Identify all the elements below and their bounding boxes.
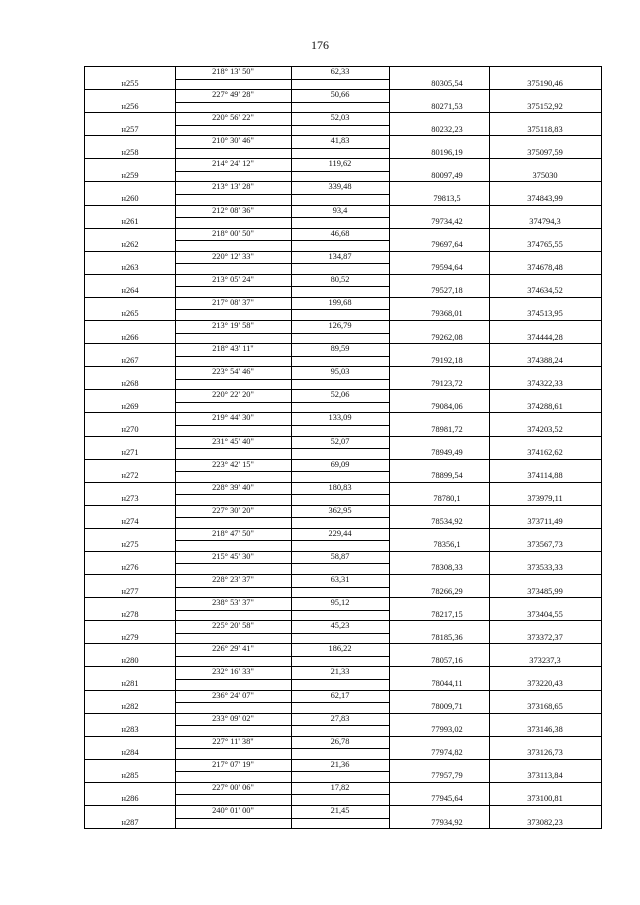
angle-cell: 227° 49' 28"	[212, 90, 254, 100]
table-row	[85, 67, 601, 90]
y-coordinate-cell: 374203,52	[527, 424, 563, 434]
point-cell: н274	[121, 517, 139, 527]
y-coordinate-cell: 374678,48	[527, 263, 563, 273]
x-coordinate-value: 78780,1	[433, 494, 461, 504]
distance-cell: 69,09	[330, 459, 350, 469]
y-coordinate-cell: 373082,23	[527, 817, 563, 827]
angle-cell: 238° 53' 37"	[212, 598, 254, 608]
x-coordinate-value: 77957,79	[431, 771, 463, 781]
angle-cell: 233° 09' 02"	[212, 713, 254, 723]
x-coordinate-value: 78217,15	[431, 609, 463, 619]
x-coordinate-cell	[389, 656, 489, 665]
y-coordinate-cell: 373711,49	[527, 517, 563, 527]
angle-cell: 227° 00' 06"	[212, 782, 254, 792]
table-row	[85, 760, 601, 783]
point-cell: н279	[121, 632, 139, 642]
y-coordinate-cell: 373168,65	[527, 702, 563, 712]
row-divider	[175, 194, 389, 195]
point-cell: н257	[121, 124, 139, 134]
point-cell: н261	[121, 217, 139, 227]
distance-cell: 180,83	[328, 482, 352, 492]
x-coordinate-cell	[389, 471, 489, 480]
x-coordinate-cell	[389, 125, 489, 134]
y-coordinate-cell: 374114,88	[527, 471, 563, 481]
point-cell: н270	[121, 424, 139, 434]
angle-cell: 236° 24' 07"	[212, 690, 254, 700]
table-row	[85, 691, 601, 714]
table-row	[85, 206, 601, 229]
y-coordinate-cell: 374388,24	[527, 355, 563, 365]
x-coordinate-value: 78534,92	[431, 517, 463, 527]
angle-cell: 228° 39' 40"	[212, 482, 254, 492]
row-divider	[175, 286, 389, 287]
x-coordinate-value: 79594,64	[431, 263, 463, 273]
row-divider	[175, 725, 389, 726]
x-coordinate-value: 78308,33	[431, 563, 463, 573]
x-coordinate-cell	[389, 448, 489, 457]
x-coordinate-cell	[389, 517, 489, 526]
x-coordinate-value: 80097,49	[431, 170, 463, 180]
row-divider	[175, 79, 389, 80]
row-divider	[175, 748, 389, 749]
x-coordinate-cell	[389, 102, 489, 111]
distance-cell: 339,48	[328, 182, 352, 192]
angle-cell: 223° 42' 15"	[212, 459, 254, 469]
angle-cell: 215° 45' 30"	[212, 551, 254, 561]
y-coordinate-cell: 373237,3	[529, 655, 561, 665]
x-coordinate-value: 80305,54	[431, 78, 463, 88]
x-coordinate-cell	[389, 748, 489, 757]
y-coordinate-cell: 374634,52	[527, 286, 563, 296]
page-number: 176	[311, 38, 329, 52]
y-coordinate-cell: 373146,38	[527, 725, 563, 735]
distance-cell: 63,31	[330, 575, 350, 585]
point-cell: н272	[121, 471, 139, 481]
row-divider	[175, 610, 389, 611]
y-coordinate-cell: 373126,73	[527, 748, 563, 758]
distance-cell: 58,87	[330, 551, 350, 561]
y-coordinate-cell: 373113,84	[527, 771, 563, 781]
point-cell: н263	[121, 263, 139, 273]
y-coordinate-cell: 373485,99	[527, 586, 563, 596]
angle-cell: 218° 13' 50"	[212, 67, 254, 76]
row-divider	[175, 356, 389, 357]
angle-cell: 210° 30' 46"	[212, 136, 254, 146]
x-coordinate-value: 77974,82	[431, 748, 463, 758]
table-row	[85, 113, 601, 136]
angle-cell: 220° 22' 20"	[212, 390, 254, 400]
distance-cell: 52,03	[330, 113, 350, 123]
distance-cell: 17,82	[330, 782, 350, 792]
table-row	[85, 252, 601, 275]
y-coordinate-cell: 373533,33	[527, 563, 563, 573]
x-coordinate-value: 79123,72	[431, 378, 463, 388]
row-divider	[175, 471, 389, 472]
x-coordinate-cell	[389, 818, 489, 827]
angle-cell: 228° 23' 37"	[212, 575, 254, 585]
table-row	[85, 529, 601, 552]
distance-cell: 95,03	[330, 367, 350, 377]
angle-cell: 218° 00' 50"	[212, 228, 254, 238]
table-row	[85, 667, 601, 690]
point-cell: н255	[121, 78, 139, 88]
point-cell: н285	[121, 771, 139, 781]
angle-cell: 225° 20' 58"	[212, 621, 254, 631]
table-row	[85, 344, 601, 367]
y-coordinate-cell: 374322,33	[527, 378, 563, 388]
angle-cell: 220° 56' 22"	[212, 113, 254, 123]
point-cell: н273	[121, 494, 139, 504]
distance-cell: 186,22	[328, 644, 352, 654]
y-coordinate-cell: 374765,55	[527, 240, 563, 250]
x-coordinate-value: 79527,18	[431, 286, 463, 296]
row-divider	[175, 563, 389, 564]
y-coordinate-cell: 374162,62	[527, 448, 563, 457]
x-coordinate-value: 77945,64	[431, 794, 463, 804]
angle-cell: 218° 47' 50"	[212, 528, 254, 538]
table-row	[85, 737, 601, 760]
x-coordinate-cell	[389, 194, 489, 203]
y-coordinate-cell: 373979,11	[527, 494, 563, 504]
y-coordinate-cell: 373404,55	[527, 609, 563, 619]
x-coordinate-cell	[389, 425, 489, 434]
table-row	[85, 298, 601, 321]
point-cell: н277	[121, 586, 139, 596]
distance-cell: 89,59	[330, 344, 350, 354]
row-divider	[175, 171, 389, 172]
point-cell: н265	[121, 309, 139, 319]
x-coordinate-cell	[389, 171, 489, 180]
x-coordinate-cell	[389, 217, 489, 226]
row-divider	[175, 263, 389, 264]
row-divider	[175, 125, 389, 126]
distance-cell: 362,95	[328, 505, 352, 515]
x-coordinate-cell	[389, 494, 489, 503]
distance-cell: 26,78	[330, 736, 350, 746]
point-cell: н262	[121, 240, 139, 250]
point-cell: н258	[121, 147, 139, 157]
point-cell: н259	[121, 170, 139, 180]
table-row	[85, 460, 601, 483]
distance-cell: 27,83	[330, 713, 350, 723]
angle-cell: 213° 05' 24"	[212, 274, 254, 284]
y-coordinate-cell: 375030	[532, 170, 558, 180]
y-coordinate-cell: 373372,37	[527, 632, 563, 642]
row-divider	[175, 633, 389, 634]
angle-cell: 218° 43' 11"	[212, 344, 254, 354]
angle-cell: 227° 11' 38"	[212, 736, 254, 746]
table-row	[85, 182, 601, 205]
x-coordinate-value: 80232,23	[431, 124, 463, 134]
row-divider	[175, 679, 389, 680]
distance-cell: 21,33	[330, 667, 350, 677]
distance-cell: 21,45	[330, 806, 350, 815]
row-divider	[175, 794, 389, 795]
x-coordinate-value: 78899,54	[431, 471, 463, 481]
row-divider	[175, 587, 389, 588]
table-row	[85, 506, 601, 529]
distance-cell: 126,79	[328, 321, 352, 331]
x-coordinate-value: 80271,53	[431, 101, 463, 111]
x-coordinate-cell	[389, 356, 489, 365]
x-coordinate-cell	[389, 725, 489, 734]
point-cell: н269	[121, 401, 139, 411]
distance-cell: 134,87	[328, 251, 352, 261]
x-coordinate-cell	[389, 587, 489, 596]
row-divider	[175, 656, 389, 657]
table-row	[85, 598, 601, 621]
table-row	[85, 275, 601, 298]
y-coordinate-cell: 373567,73	[527, 540, 563, 550]
distance-cell: 80,52	[330, 274, 350, 284]
x-coordinate-cell	[389, 148, 489, 157]
x-coordinate-value: 77934,92	[431, 817, 463, 827]
table-row	[85, 483, 601, 506]
x-coordinate-value: 79697,64	[431, 240, 463, 250]
table-row	[85, 367, 601, 390]
row-divider	[175, 771, 389, 772]
point-cell: н282	[121, 702, 139, 712]
row-divider	[175, 517, 389, 518]
x-coordinate-value: 79813,5	[433, 193, 461, 203]
angle-cell: 226° 29' 41"	[212, 644, 254, 654]
x-coordinate-cell	[389, 402, 489, 411]
x-coordinate-cell	[389, 771, 489, 780]
distance-cell: 62,17	[330, 690, 350, 700]
y-coordinate-cell: 375152,92	[527, 101, 563, 111]
point-cell: н271	[121, 448, 139, 457]
x-coordinate-value: 78185,36	[431, 632, 463, 642]
y-coordinate-cell: 374843,99	[527, 193, 563, 203]
table-row	[85, 321, 601, 344]
table-row	[85, 575, 601, 598]
table-row	[85, 783, 601, 806]
angle-cell: 227° 30' 20"	[212, 505, 254, 515]
x-coordinate-value: 78266,29	[431, 586, 463, 596]
table-row	[85, 644, 601, 667]
y-coordinate-cell: 374444,28	[527, 332, 563, 342]
table-row	[85, 806, 601, 829]
x-coordinate-value: 78009,71	[431, 702, 463, 712]
x-coordinate-value: 79368,01	[431, 309, 463, 319]
row-divider	[175, 333, 389, 334]
row-divider	[175, 379, 389, 380]
x-coordinate-cell	[389, 794, 489, 803]
x-coordinate-value: 79192,18	[431, 355, 463, 365]
point-cell: н287	[121, 817, 139, 827]
row-divider	[175, 148, 389, 149]
x-coordinate-cell	[389, 333, 489, 342]
x-coordinate-cell	[389, 563, 489, 572]
angle-cell: 231° 45' 40"	[212, 436, 254, 446]
y-coordinate-cell: 374513,95	[527, 309, 563, 319]
coordinates-table	[84, 66, 602, 829]
angle-cell: 217° 07' 19"	[212, 759, 254, 769]
row-divider	[175, 102, 389, 103]
table-row	[85, 390, 601, 413]
distance-cell: 46,68	[330, 228, 350, 238]
point-cell: н286	[121, 794, 139, 804]
point-cell: н256	[121, 101, 139, 111]
distance-cell: 21,36	[330, 759, 350, 769]
angle-cell: 219° 44' 30"	[212, 413, 254, 423]
x-coordinate-cell	[389, 79, 489, 88]
x-coordinate-value: 79084,06	[431, 401, 463, 411]
y-coordinate-cell: 375097,59	[527, 147, 563, 157]
angle-cell: 240° 01' 00"	[212, 806, 254, 815]
table-row	[85, 714, 601, 737]
table-row	[85, 437, 601, 460]
table-row	[85, 90, 601, 113]
x-coordinate-cell	[389, 240, 489, 249]
point-cell: н266	[121, 332, 139, 342]
row-divider	[175, 402, 389, 403]
y-coordinate-cell: 374794,3	[529, 217, 561, 227]
x-coordinate-value: 78057,16	[431, 655, 463, 665]
distance-cell: 133,09	[328, 413, 352, 423]
point-cell: н284	[121, 748, 139, 758]
x-coordinate-cell	[389, 379, 489, 388]
distance-cell: 50,66	[330, 90, 350, 100]
row-divider	[175, 309, 389, 310]
x-coordinate-value: 78949,49	[431, 448, 463, 457]
table-row	[85, 552, 601, 575]
x-coordinate-value: 78981,72	[431, 424, 463, 434]
angle-cell: 232° 16' 33"	[212, 667, 254, 677]
x-coordinate-value: 80196,19	[431, 147, 463, 157]
y-coordinate-cell: 373100,81	[527, 794, 563, 804]
x-coordinate-cell	[389, 286, 489, 295]
x-coordinate-value: 78356,1	[433, 540, 461, 550]
table-row	[85, 413, 601, 436]
y-coordinate-cell: 373220,43	[527, 678, 563, 688]
distance-cell: 93,4	[332, 205, 348, 215]
angle-cell: 213° 13' 28"	[212, 182, 254, 192]
table-row	[85, 621, 601, 644]
table-row	[85, 159, 601, 182]
point-cell: н281	[121, 678, 139, 688]
point-cell: н283	[121, 725, 139, 735]
point-cell: н275	[121, 540, 139, 550]
x-coordinate-cell	[389, 309, 489, 318]
row-divider	[175, 818, 389, 819]
point-cell: н278	[121, 609, 139, 619]
x-coordinate-value: 77993,02	[431, 725, 463, 735]
point-cell: н260	[121, 193, 139, 203]
y-coordinate-cell: 375190,46	[527, 78, 563, 88]
row-divider	[175, 702, 389, 703]
table-row	[85, 229, 601, 252]
angle-cell: 213° 19' 58"	[212, 321, 254, 331]
x-coordinate-cell	[389, 263, 489, 272]
point-cell: н267	[121, 355, 139, 365]
row-divider	[175, 425, 389, 426]
x-coordinate-value: 79262,08	[431, 332, 463, 342]
distance-cell: 52,07	[330, 436, 350, 446]
angle-cell: 220° 12' 33"	[212, 251, 254, 261]
x-coordinate-cell	[389, 702, 489, 711]
x-coordinate-cell	[389, 679, 489, 688]
angle-cell: 214° 24' 12"	[212, 159, 254, 169]
point-cell: н264	[121, 286, 139, 296]
point-cell: н276	[121, 563, 139, 573]
y-coordinate-cell: 374288,61	[527, 401, 563, 411]
distance-cell: 45,23	[330, 621, 350, 631]
point-cell: н268	[121, 378, 139, 388]
row-divider	[175, 540, 389, 541]
row-divider	[175, 240, 389, 241]
row-divider	[175, 217, 389, 218]
distance-cell: 52,06	[330, 390, 350, 400]
distance-cell: 119,62	[328, 159, 352, 169]
distance-cell: 229,44	[328, 528, 352, 538]
distance-cell: 62,33	[330, 67, 350, 76]
x-coordinate-cell	[389, 610, 489, 619]
distance-cell: 95,12	[330, 598, 350, 608]
x-coordinate-cell	[389, 540, 489, 549]
angle-cell: 212° 08' 36"	[212, 205, 254, 215]
point-cell: н280	[121, 655, 139, 665]
row-divider	[175, 448, 389, 449]
x-coordinate-cell	[389, 633, 489, 642]
row-divider	[175, 494, 389, 495]
distance-cell: 41,83	[330, 136, 350, 146]
y-coordinate-cell: 375118,83	[527, 124, 563, 134]
distance-cell: 199,68	[328, 297, 352, 307]
angle-cell: 217° 08' 37"	[212, 297, 254, 307]
x-coordinate-value: 78044,11	[431, 678, 463, 688]
x-coordinate-value: 79734,42	[431, 217, 463, 227]
angle-cell: 223° 54' 46"	[212, 367, 254, 377]
table-row	[85, 136, 601, 159]
